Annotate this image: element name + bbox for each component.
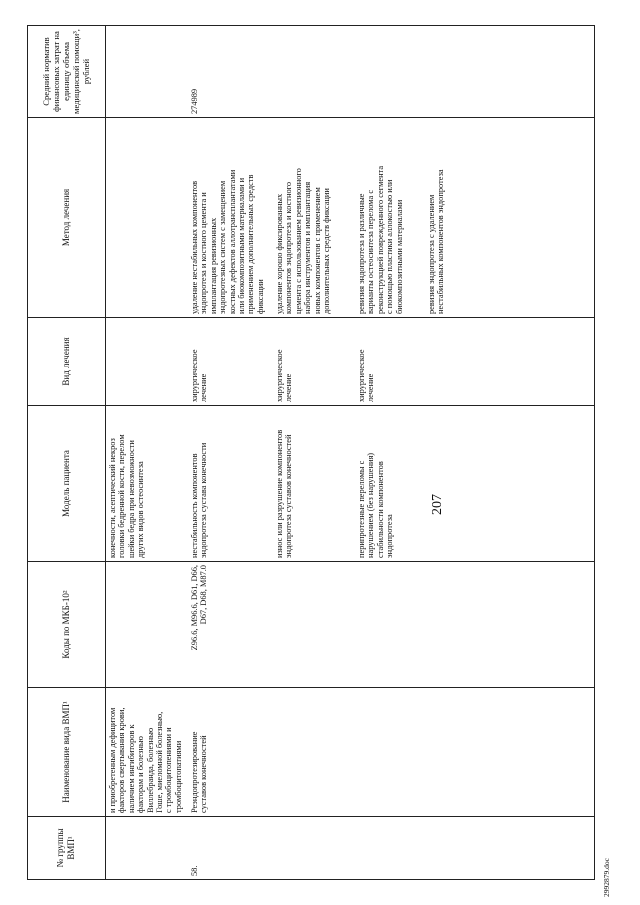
table-border-top — [27, 25, 28, 880]
row2-treatment-method: удаление хорошо фиксированных компонентов эндопротеза и костного цемента с использованием ревизионного набора инструментов и имплантация новых компонентов с применением дополнительных средств фиксации — [275, 168, 332, 314]
row2-patient-model: износ или разрушение компонентов эндопротеза суставов конечностей — [275, 429, 294, 558]
header-patient-model: Модель пациента — [60, 450, 71, 517]
row4-treatment-method: ревизия эндопротеза с удалением нестабильных компонентов эндопротеза — [427, 169, 446, 314]
col-border — [27, 25, 594, 26]
col-border — [27, 687, 594, 688]
header-treatment-type: Вид лечения — [60, 337, 71, 386]
page-number: 207 — [430, 494, 445, 515]
row0-patient-model: конечности, асептический некроз головки бедренной кости, перелом шейки бедра при невозможности других видов остеосинтеза — [108, 434, 146, 558]
row1-treatment-method: удаление нестабильных компонентов эндопротеза и костного цемента и имплантация ревизионных эндопротезных систем с замещением костных дефектов аллотрансплантатами или биокомпозитными материалами и применением дополнительных средств фиксации — [190, 169, 265, 314]
header-cost-norm: Средний норматив финансовых затрат на единицу объема медицинской помощи³, рублей — [41, 29, 91, 114]
row3-treatment-method: ревизия эндопротеза и различные варианты остеосинтеза перелома с реконструкцией поврежденного сегмента с помощью пластики аллокостью или биокомпозитными материалами — [357, 165, 404, 314]
row1-patient-model: нестабильность компонентов эндопротеза сустава конечности — [190, 442, 209, 558]
row1-vmp-name: Реэндопротезирование суставов конечностей — [190, 731, 209, 813]
row0-vmp-name: и приобретенным дефицитом факторов свертывания крови, наличием ингибиторов к факторам и болезнью Виллебранда, болезнью Гоше, миеломной болезнью, с тромбоцитопениями и тромбоцитопатиями — [108, 707, 183, 813]
row3-treatment-type: хирургическое лечение — [357, 349, 376, 402]
header-number: № группы ВМП¹ — [55, 828, 76, 868]
row1-number: 58. — [190, 865, 199, 876]
header-separator — [105, 25, 106, 880]
row1-cost: 274989 — [190, 88, 199, 114]
vmp-table — [27, 25, 595, 880]
col-border — [27, 879, 594, 880]
col-border — [27, 405, 594, 406]
col-border — [27, 816, 594, 817]
col-border — [27, 561, 594, 562]
header-icd-codes: Коды по МКБ-10² — [60, 590, 71, 659]
row1-icd-codes: Z96.6, M96.6, D61, D66, D67, D68, M87.0 — [190, 565, 209, 651]
row1-treatment-type: хирургическое лечение — [190, 349, 209, 402]
header-treatment-method: Метод лечения — [60, 188, 71, 247]
row2-treatment-type: хирургическое лечение — [275, 349, 294, 402]
col-border — [27, 317, 594, 318]
header-vmp-name: Наименование вида ВМП¹ — [60, 701, 71, 803]
col-border — [27, 117, 594, 118]
table-border-bottom — [594, 25, 595, 880]
row3-patient-model: перипротезные переломы с нарушением (без нарушения) стабильности компонентов эндопротеза — [357, 452, 395, 558]
footer-filename: 2992879.doc — [602, 858, 611, 897]
